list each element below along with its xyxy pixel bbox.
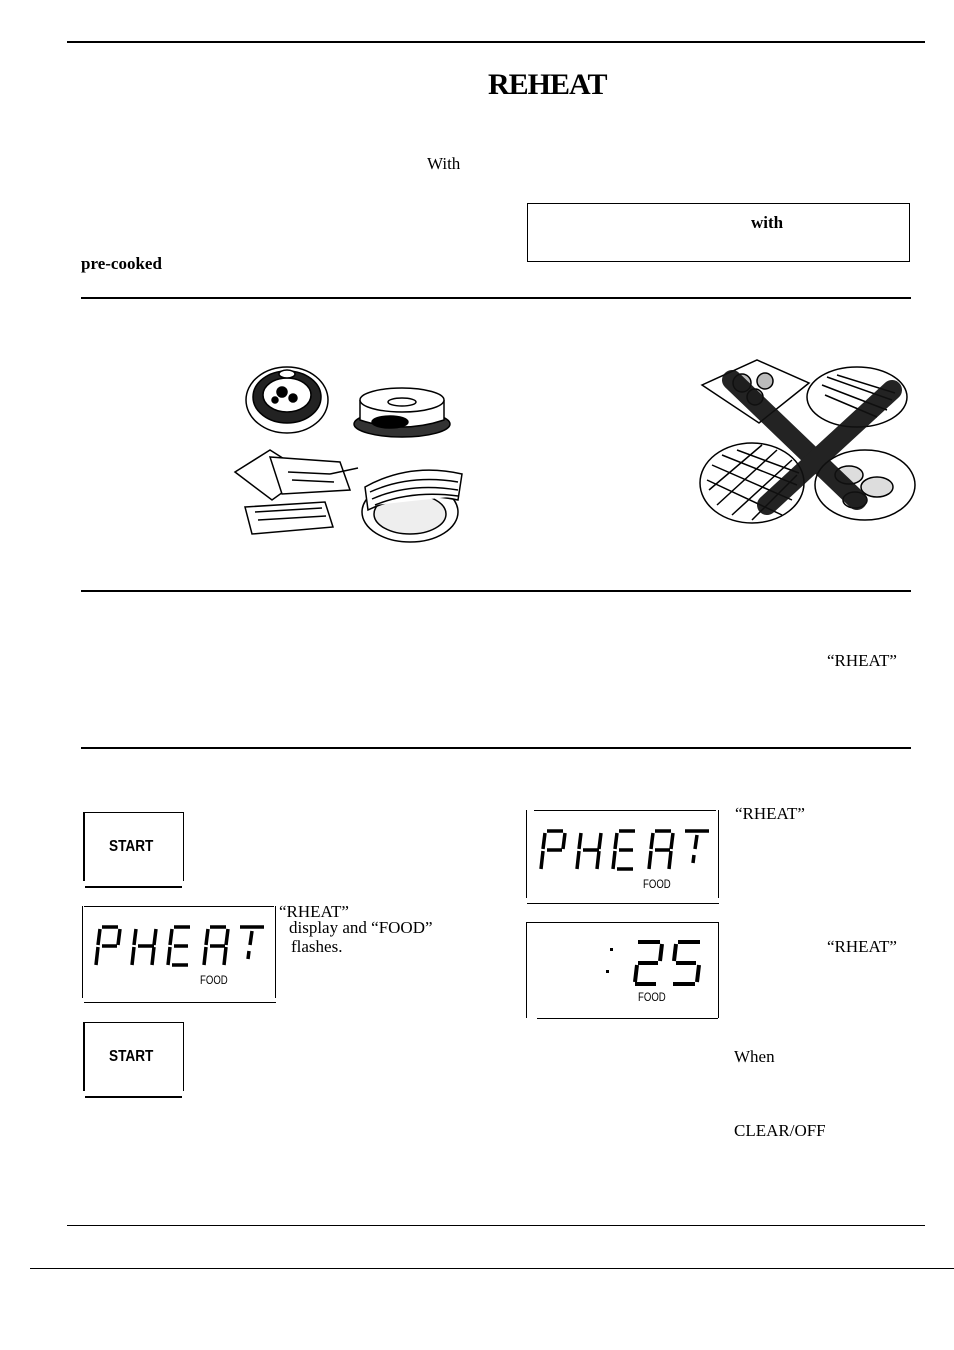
unsuitable-foods-illustration — [697, 355, 919, 530]
covered-plate-icon — [354, 388, 450, 437]
caption-5: CLEAR/OFF — [734, 1121, 826, 1140]
caption-2: “RHEAT” — [735, 804, 805, 823]
caption-1-line1: “RHEAT” — [279, 902, 349, 921]
display-3-top — [527, 922, 718, 923]
lasagna-plate-icon — [362, 470, 462, 542]
intro-text: With — [427, 154, 461, 173]
start-button-2-label: START — [109, 1048, 154, 1065]
suitable-foods-illustration — [230, 362, 470, 547]
display-2-segments — [537, 829, 713, 873]
display-1-food-indicator: FOOD — [200, 973, 228, 987]
caption-1-line2: display and “FOOD” — [289, 918, 433, 937]
display-2-base — [527, 903, 719, 904]
section-rule-3 — [81, 747, 911, 749]
display-3-base — [537, 1018, 718, 1019]
section-rule-2 — [81, 590, 911, 592]
frozen-dinner-icon — [235, 450, 358, 534]
casserole-icon — [246, 367, 328, 433]
start-button-1-label: START — [109, 838, 154, 855]
pre-cooked-text: pre-cooked — [81, 254, 162, 273]
start-button-1-base — [85, 886, 182, 888]
page-title: REHEAT — [488, 68, 607, 101]
caption-3: “RHEAT” — [827, 937, 897, 956]
display-1-base — [84, 1002, 276, 1003]
section-rule-1 — [81, 297, 911, 299]
footer-rule — [30, 1268, 954, 1269]
display-1-segments — [92, 925, 268, 969]
note-box — [527, 203, 910, 262]
note-box-text: with — [751, 213, 784, 232]
display-2-top — [534, 810, 716, 811]
top-rule — [67, 41, 925, 43]
section3-rheat-text: “RHEAT” — [827, 651, 897, 670]
display-3-food-indicator: FOOD — [638, 990, 666, 1004]
display-2-food-indicator: FOOD — [643, 877, 671, 891]
caption-1-line3: flashes. — [291, 937, 343, 956]
caption-4: When — [734, 1047, 775, 1066]
display-3-segments — [600, 938, 715, 988]
bottom-rule — [67, 1225, 925, 1226]
display-1-top — [84, 906, 274, 907]
start-button-2-base — [85, 1096, 182, 1098]
